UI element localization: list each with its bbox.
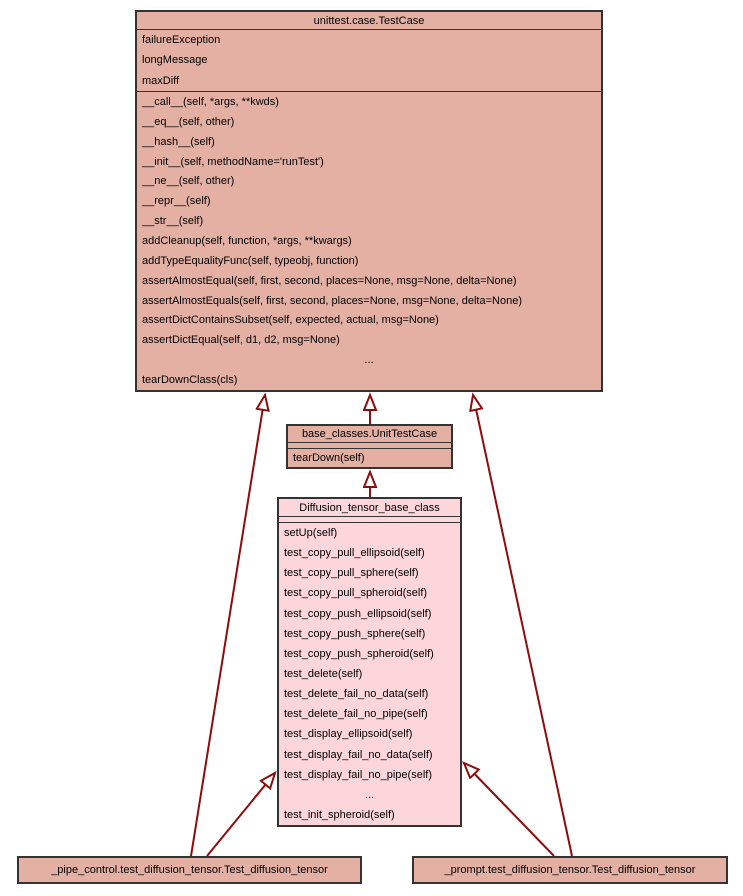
attributes-compartment [137, 29, 601, 91]
method-row: tearDownClass(cls) [142, 373, 238, 386]
method-row: test_delete(self) [284, 668, 363, 681]
method-row: assertAlmostEqual(self, first, second, places=None, msg=None, delta=None) [142, 274, 517, 287]
method-row: test_display_fail_no_pipe(self) [284, 768, 432, 781]
methods-compartment [288, 448, 451, 467]
attribute-row: maxDiff [142, 74, 180, 87]
method-row: test_delete_fail_no_pipe(self) [284, 708, 428, 721]
method-row: test_copy_push_spheroid(self) [284, 647, 434, 660]
method-row: addTypeEqualityFunc(self, typeobj, function) [142, 254, 359, 267]
method-row: test_copy_pull_spheroid(self) [284, 587, 428, 600]
method-row: test_copy_pull_sphere(self) [284, 567, 419, 580]
class-box-testcase [135, 10, 603, 392]
method-row: assertDictContainsSubset(self, expected, actual, msg=None) [142, 314, 439, 327]
method-row: test_display_ellipsoid(self) [284, 728, 413, 741]
method-row: __repr__(self) [142, 195, 211, 208]
method-row: addCleanup(self, function, *args, **kwargs) [142, 234, 352, 247]
class-box-pipe-control-test-diffusion-tensor [17, 856, 362, 884]
arrow-prompt-to-diffusion [464, 763, 554, 856]
method-row: test_copy_push_sphere(self) [284, 627, 426, 640]
class-box-prompt-test-diffusion-tensor [412, 856, 728, 884]
method-row: test_delete_fail_no_data(self) [284, 688, 429, 701]
method-row: assertAlmostEquals(self, first, second, places=None, msg=None, delta=None) [142, 294, 522, 307]
class-title: base_classes.UnitTestCase [301, 428, 438, 440]
method-row: test_copy_pull_ellipsoid(self) [284, 547, 425, 560]
method-row: __eq__(self, other) [142, 115, 235, 128]
class-title: _pipe_control.test_diffusion_tensor.Test_diffusion_tensor [51, 864, 328, 876]
method-row: setUp(self) [284, 527, 338, 540]
method-row: test_display_fail_no_data(self) [284, 748, 433, 761]
arrow-pipecontrol-to-diffusion [207, 773, 275, 856]
methods-compartment [137, 91, 601, 390]
ellipsis-row: ... [364, 354, 374, 367]
attribute-row: failureException [142, 34, 221, 47]
method-row: __ne__(self, other) [142, 175, 235, 188]
method-row: assertDictEqual(self, d1, d2, msg=None) [142, 334, 340, 347]
class-title: unittest.case.TestCase [313, 14, 425, 27]
class-box-unittestcase [286, 424, 453, 469]
method-row: tearDown(self) [293, 452, 365, 464]
method-row: test_init_spheroid(self) [284, 809, 395, 822]
ellipsis-row: ... [364, 788, 375, 801]
method-row: test_copy_push_ellipsoid(self) [284, 607, 432, 620]
attribute-row: longMessage [142, 54, 208, 67]
method-row: __hash__(self) [142, 135, 215, 148]
method-row: __init__(self, methodName='runTest') [142, 155, 324, 168]
class-title: Diffusion_tensor_base_class [299, 501, 440, 514]
method-row: __call__(self, *args, **kwds) [142, 95, 279, 108]
class-title: _prompt.test_diffusion_tensor.Test_diffusion_tensor [444, 864, 696, 876]
arrow-pipecontrol-to-testcase [191, 395, 265, 856]
methods-compartment [279, 522, 460, 825]
method-row: __str__(self) [142, 215, 204, 228]
class-box-diffusion-tensor-base-class [277, 497, 462, 827]
